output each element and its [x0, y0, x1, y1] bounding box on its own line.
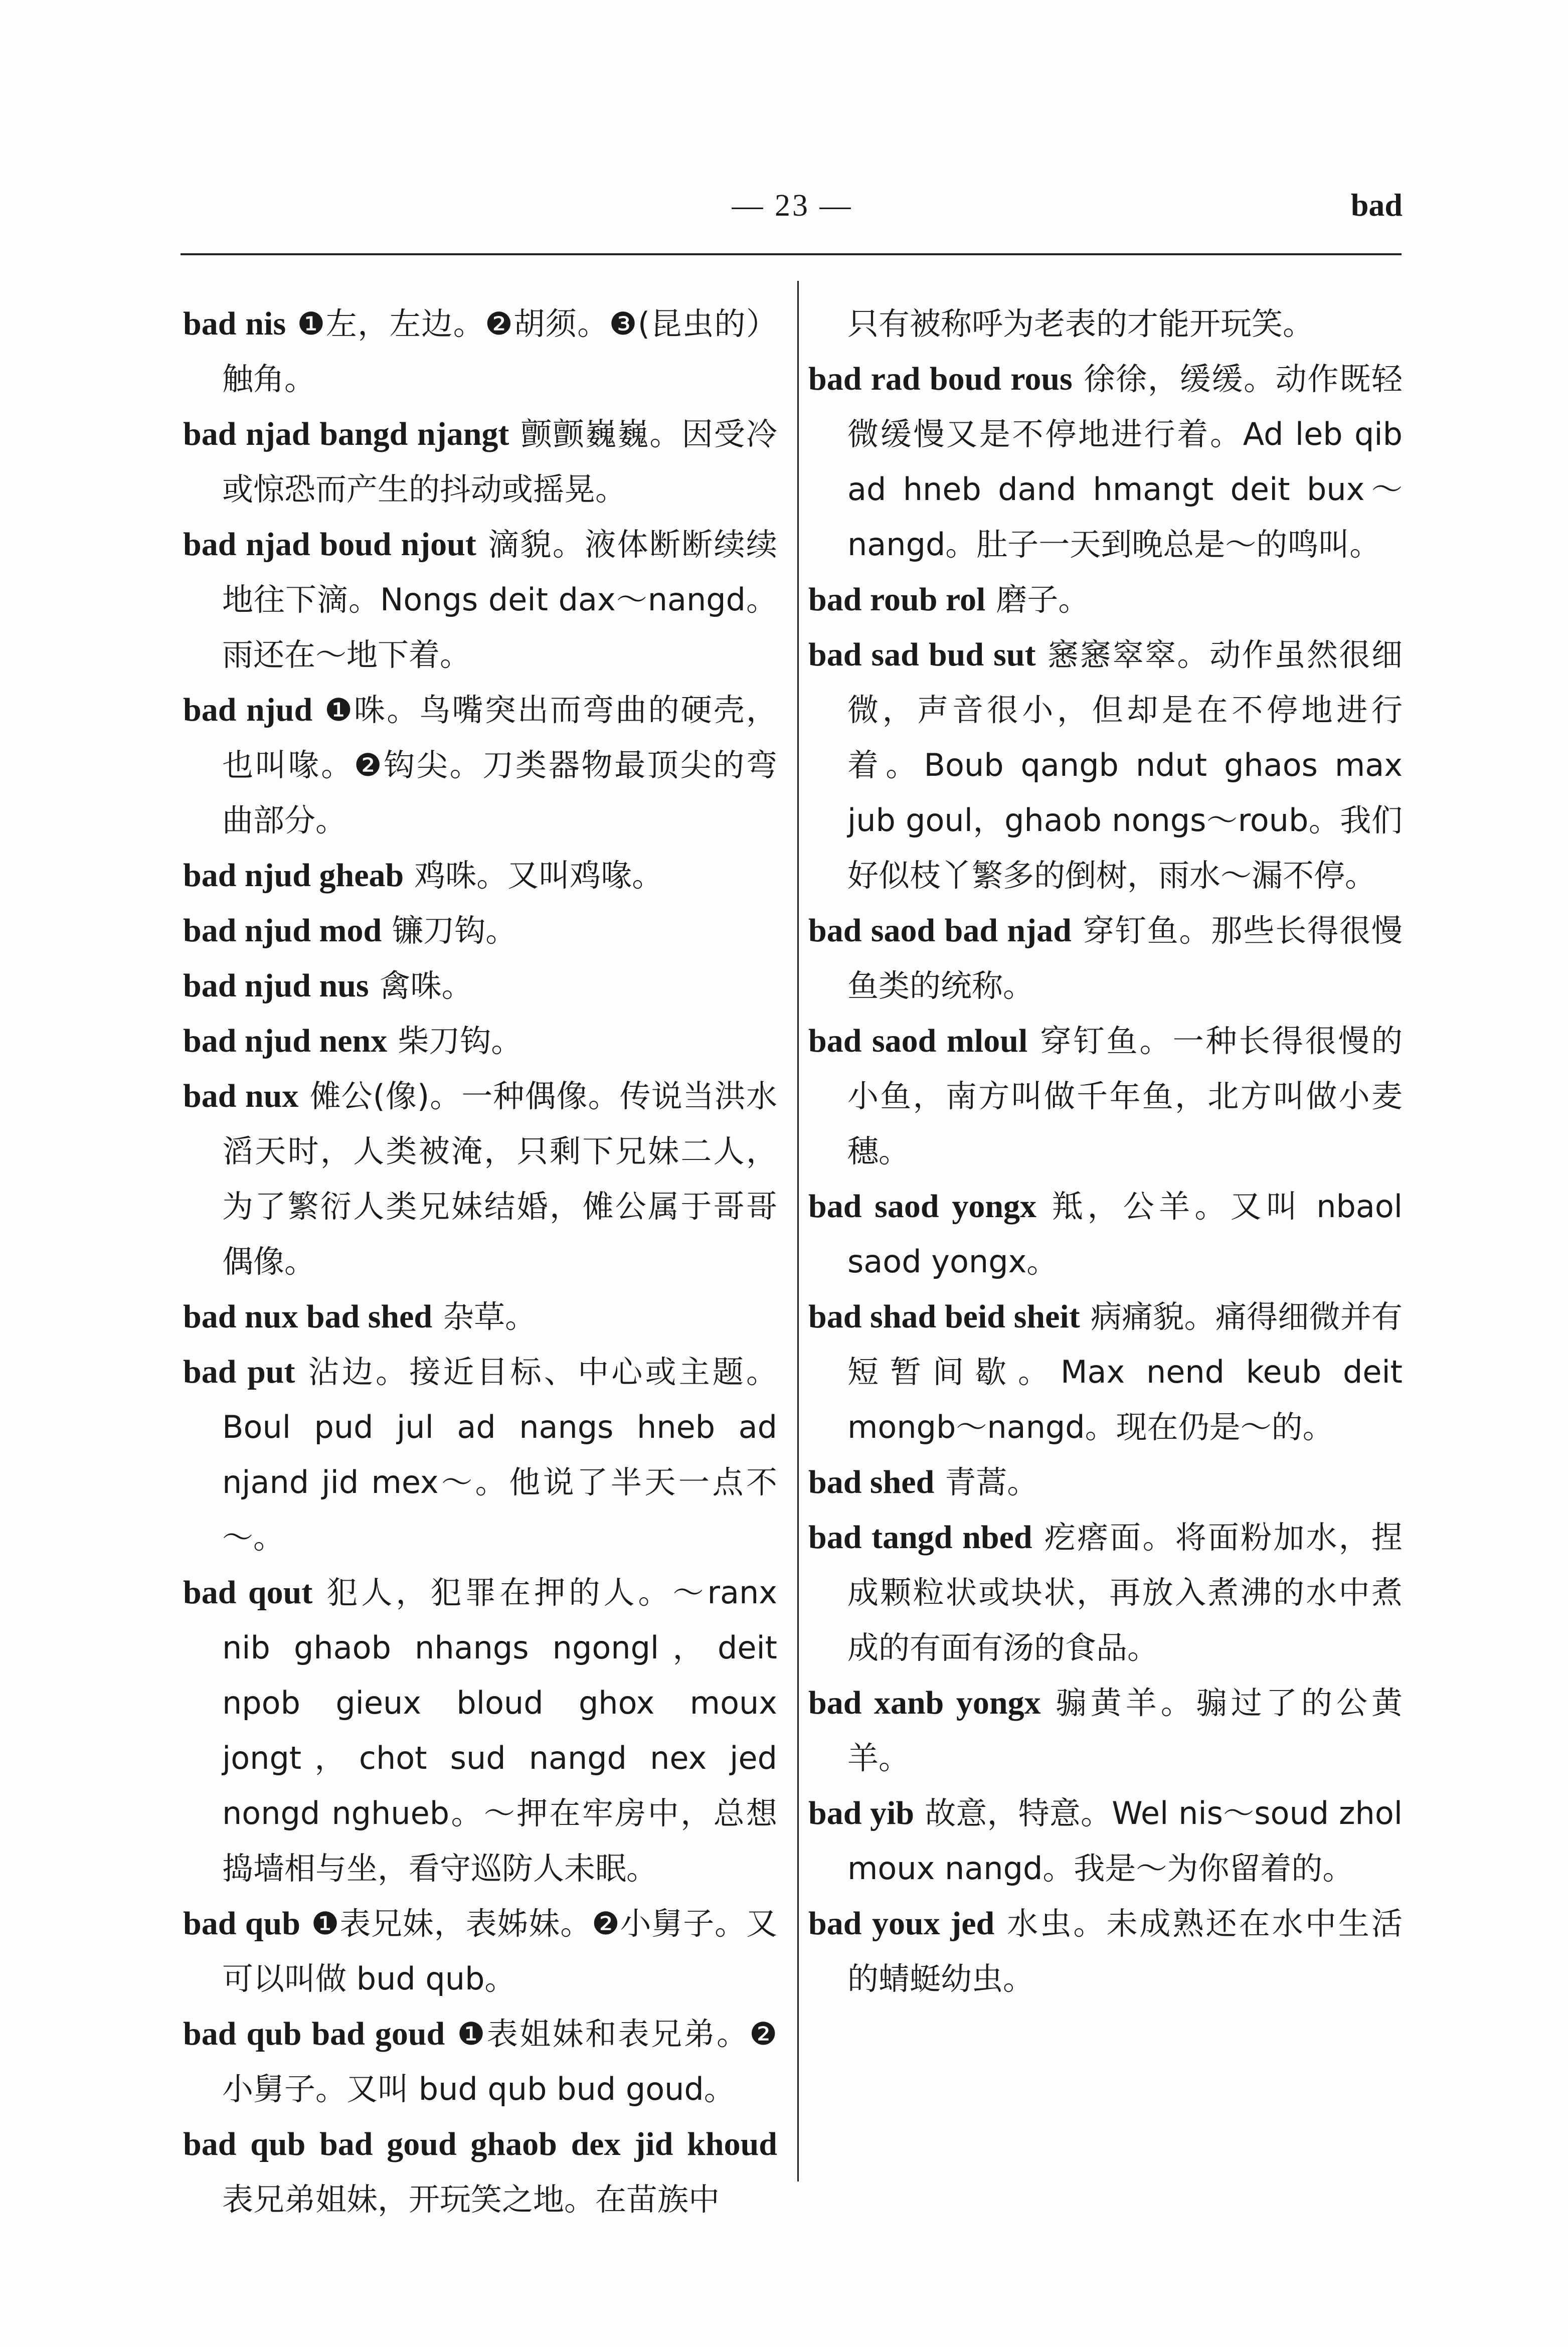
entry-definition: 傩公(像)。一种偶像。传说当洪水滔天时，人类被淹，只剩下兄妹二人，为了繁衍人类兄妹结婚，傩公属于哥哥偶像。	[222, 1078, 777, 1280]
dictionary-entry	[808, 572, 1403, 627]
dictionary-entry	[183, 1068, 777, 1289]
entry-headword: bad nis	[183, 305, 286, 342]
dictionary-entry	[183, 848, 777, 903]
dictionary-entry	[808, 1013, 1403, 1179]
entry-definition: 徐徐，缓缓。动作既轻微缓慢又是不停地进行着。Ad leb qib ad hneb dand hmangt deit bux～nangd。肚子一天到晚总是～的鸣叫。	[847, 361, 1403, 563]
dictionary-entry	[183, 517, 777, 682]
entry-headword: bad sad bud sut	[808, 636, 1036, 673]
entry-headword: bad njad boud njout	[183, 526, 476, 563]
entry-definition: ❶表兄妹，表姊妹。❷小舅子。又可以叫做 bud qub。	[222, 1905, 778, 1997]
entry-headword: bad qub	[183, 1905, 300, 1942]
dictionary-entry	[183, 682, 777, 848]
entry-definition: 疙瘩面。将面粉加水，捏成颗粒状或块状，再放入煮沸的水中煮成的有面有汤的食品。	[847, 1519, 1403, 1666]
entry-headword: bad njud	[183, 692, 313, 728]
dictionary-entry	[183, 903, 777, 958]
entry-headword: bad nux bad shed	[183, 1298, 433, 1335]
dictionary-entry	[808, 1785, 1403, 1896]
dictionary-entry	[808, 627, 1403, 903]
entry-definition: 穿钉鱼。一种长得很慢的小鱼，南方叫做千年鱼，北方叫做小麦穗。	[847, 1023, 1403, 1169]
entry-definition: 穿钉鱼。那些长得很慢鱼类的统称。	[847, 912, 1403, 1004]
entry-definition: 青蒿。	[945, 1464, 1038, 1500]
guide-word: bad	[1350, 187, 1403, 223]
entry-headword: bad njad bangd njangt	[183, 416, 509, 452]
entry-headword: bad njud mod	[183, 912, 382, 949]
entry-headword: bad qub bad goud	[183, 2016, 445, 2052]
entry-definition: ❶咮。鸟嘴突出而弯曲的硬壳，也叫喙。❷钩尖。刀类器物最顶尖的弯曲部分。	[222, 692, 777, 839]
page-number: — 23 —	[732, 189, 853, 223]
dictionary-entry	[808, 903, 1403, 1013]
entry-headword: bad shed	[808, 1464, 935, 1500]
entry-headword: bad njud gheab	[183, 857, 404, 894]
entry-headword: bad njud nenx	[183, 1023, 388, 1059]
dictionary-entry	[183, 2116, 777, 2227]
entry-definition: ❶表姐妹和表兄弟。❷小舅子。又叫 bud qub bud goud。	[222, 2016, 778, 2107]
dictionary-entry	[808, 296, 1403, 351]
left-column	[183, 296, 777, 2227]
entry-definition: 表兄弟姐妹，开玩笑之地。在苗族中	[222, 2181, 720, 2218]
dictionary-entry	[183, 1344, 777, 1565]
entry-definition: 只有被称呼为老表的才能开玩笑。	[847, 305, 1314, 342]
dictionary-entry	[808, 1675, 1403, 1785]
entry-definition: 水虫。未成熟还在水中生活的蜻蜓幼虫。	[847, 1905, 1403, 1997]
entry-headword: bad saod yongx	[808, 1188, 1037, 1225]
entry-definition: 滴貌。液体断断续续地往下滴。Nongs deit dax～nangd。雨还在～地下着。	[222, 526, 777, 673]
entry-headword: bad njud nus	[183, 967, 369, 1004]
entry-headword: bad yib	[808, 1795, 915, 1831]
entry-definition: 杂草。	[443, 1298, 537, 1335]
entry-definition: 颤颤巍巍。因受冷或惊恐而产生的抖动或摇晃。	[222, 416, 777, 508]
dictionary-entry	[808, 1289, 1403, 1454]
dictionary-entry	[808, 1896, 1403, 2006]
column-divider	[797, 281, 799, 2182]
dictionary-entry	[183, 1013, 777, 1068]
dictionary-entry	[183, 2006, 777, 2116]
dictionary-entry	[808, 1454, 1403, 1510]
entry-definition: 沾边。接近目标、中心或主题。Boul pud jul ad nangs hneb ad njand jid mex～。他说了半天一点不～。	[222, 1354, 777, 1556]
entry-definition: 骟黄羊。骟过了的公黄羊。	[847, 1685, 1403, 1776]
entry-definition: 禽咮。	[379, 967, 473, 1004]
entry-definition: 故意，特意。Wel nis～soud zhol moux nangd。我是～为你留着的。	[847, 1795, 1403, 1887]
dictionary-entry	[808, 1510, 1403, 1675]
entry-definition: ❶左，左边。❷胡须。❸(昆虫的）触角。	[222, 305, 778, 397]
entry-headword: bad tangd nbed	[808, 1519, 1032, 1556]
dictionary-entry	[183, 296, 777, 406]
entry-headword: bad youx jed	[808, 1905, 995, 1942]
entry-definition: 病痛貌。痛得细微并有短暂间歇。Max nend keub deit mongb～nangd。现在仍是～的。	[847, 1298, 1403, 1445]
entry-headword: bad rad boud rous	[808, 361, 1073, 397]
dictionary-entry	[808, 1179, 1403, 1289]
dictionary-entry	[183, 406, 777, 517]
dictionary-entry	[183, 958, 777, 1013]
entry-definition: 鸡咮。又叫鸡喙。	[414, 857, 663, 894]
entry-definition: 磨子。	[996, 581, 1090, 618]
entry-headword: bad saod bad njad	[808, 912, 1072, 949]
entry-definition: 犯人，犯罪在押的人。～ranx nib ghaob nhangs ngongl，deit npob gieux bloud ghox moux jongt，chot sud nangd nex jed nongd nghueb。～押在牢房中，总想捣墙相与坐，看守巡防人未眠。	[222, 1574, 777, 1887]
right-column	[808, 296, 1403, 2006]
entry-headword: bad roub rol	[808, 581, 986, 618]
entry-headword: bad shad beid sheit	[808, 1298, 1080, 1335]
header-rule	[181, 253, 1402, 255]
dictionary-entry	[183, 1896, 777, 2006]
entry-headword: bad saod mloul	[808, 1023, 1028, 1059]
dictionary-entry	[183, 1565, 777, 1896]
entry-headword: bad qout	[183, 1574, 313, 1611]
entry-headword: bad xanb yongx	[808, 1685, 1041, 1721]
entry-definition: 镰刀钩。	[392, 912, 517, 949]
entry-headword: bad qub bad goud ghaob dex jid khoud	[183, 2126, 777, 2162]
entry-headword: bad nux	[183, 1078, 299, 1114]
entry-headword: bad put	[183, 1354, 295, 1390]
entry-definition: 窸窸窣窣。动作虽然很细微，声音很小，但却是在不停地进行着。Boub qangb ndut ghaos max jub goul，ghaob nongs～roub。我们好似枝丫繁多的倒树，雨水～漏不停。	[847, 636, 1403, 894]
dictionary-entry	[808, 351, 1403, 572]
entry-definition: 羝，公羊。又叫 nbaol saod yongx。	[847, 1188, 1403, 1280]
entry-definition: 柴刀钩。	[398, 1023, 522, 1059]
dictionary-entry	[183, 1289, 777, 1344]
